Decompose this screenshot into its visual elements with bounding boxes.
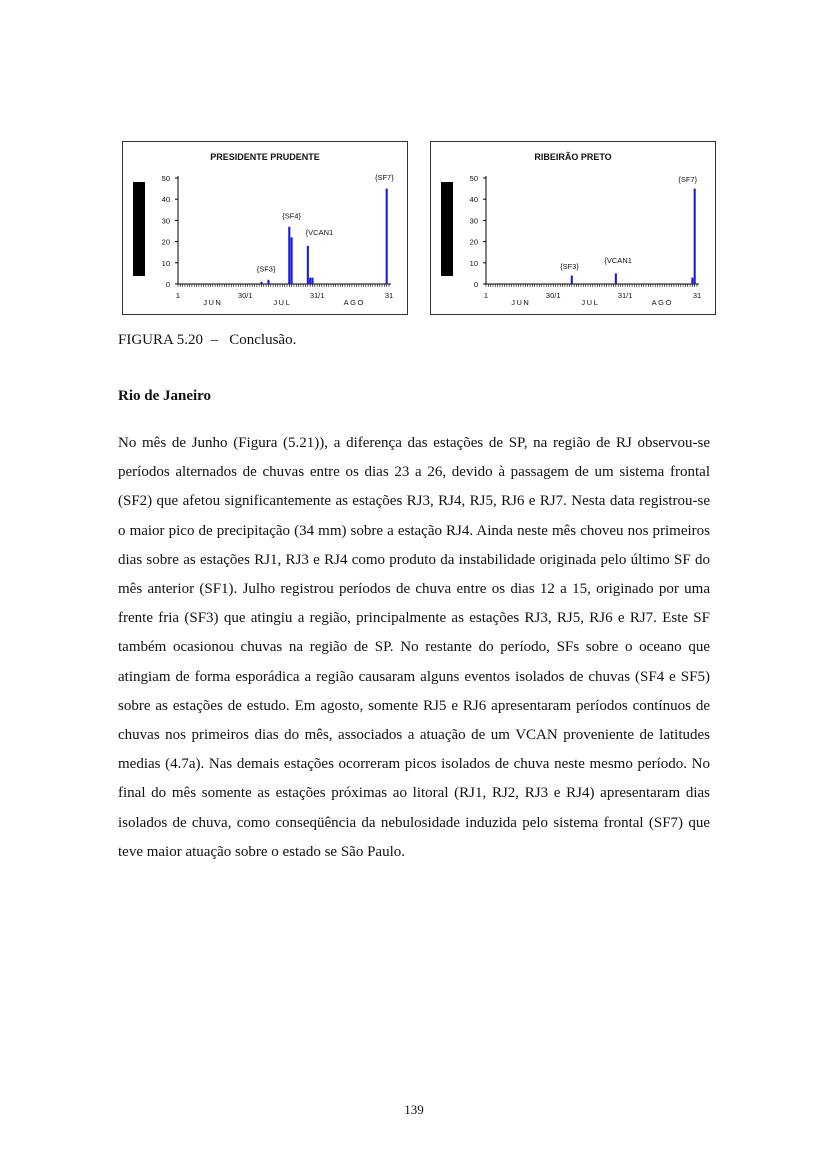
annotation: {SF7} [678,175,698,185]
bar [615,273,617,284]
bar [291,237,293,284]
chart-title: RIBEIRÃO PRETO [534,152,612,162]
bar [386,189,388,284]
month-label: JUL [273,298,292,307]
annotation: {SF3} [256,264,276,274]
y-tick-label: 10 [469,258,478,268]
y-tick-label: 40 [469,195,478,205]
x-tick-label: 31/1 [617,291,633,300]
bar [691,278,693,284]
annotation: {SF7} [374,173,394,183]
body-paragraph: No mês de Junho (Figura (5.21)), a diferença das estações de SP, na região de RJ observou-se períodos alternados de chuvas entre os dias 23 a 26, devido à passagem de um sistema frontal (SF2) que afetou significantemente as estações RJ3, RJ4, RJ5, RJ6 e RJ7. Nesta data registrou-se o maior pico de precipitação (34 mm) sobre a estação RJ4. Ainda neste mês choveu nos primeiros dias sobre as estações RJ1, RJ3 e RJ4 como produto da instabilidade originada pelo último SF do mês anterior (SF1). Julho registrou períodos de chuva entre os dias 12 a 15, originado por uma frente fria (SF3) que atingiu a região, principalmente as estações RJ3, RJ5, RJ6 e RJ7. Este SF também ocasionou chuvas na região de SP. No restante do período, SFs sobre o oceano que atingiam de forma esporádica a região causaram alguns eventos isolados de chuvas (SF4 e SF5) sobre as estações de estudo. Em agosto, somente RJ5 e RJ6 apresentaram períodos contínuos de chuvas nos primeiros dias do mês, associados a atuação de um VCAN proveniente de latitudes medias (4.7a). Nas demais estações ocorreram picos isolados de chuva neste mesmo período. No final do mês somente as estações próximas ao litoral (RJ1, RJ2, RJ3 e RJ4) apresentaram dias isolados de chuva, como conseqüência da nebulosidade induzida pelo sistema frontal (SF7) que teve maior atuação sobre o estado se São Paulo. [118,435,710,860]
y-tick-label: 0 [473,280,478,289]
y-tick-label: 50 [469,174,478,183]
x-tick-label: 31 [384,291,394,300]
y-tick-label: 0 [165,280,170,289]
month-label: JUN [203,298,223,307]
chart-title: PRESIDENTE PRUDENTE [210,152,320,162]
y-tick-label: 30 [469,216,478,226]
y-tick-label: 20 [161,237,170,247]
month-label: JUN [511,298,531,307]
annotation: {VCAN1 [604,255,632,265]
legend-swatch [441,182,453,276]
bar [311,278,313,284]
x-tick-label: 30/1 [237,291,253,300]
bar [288,227,290,284]
bar [309,278,311,284]
page-number: 139 [404,1102,424,1117]
y-tick-label: 40 [161,195,170,205]
month-label: AGO [343,298,365,307]
chart-svg-ribeirao-preto [431,142,715,314]
annotation: {VCAN1 [305,228,334,238]
x-tick-label: 31/1 [309,291,325,300]
x-tick-label: 31 [692,291,702,300]
y-tick-label: 50 [161,174,170,183]
y-tick-label: 10 [161,258,170,268]
chart-svg-presidente-prudente [123,142,407,314]
bar [260,282,262,284]
chart-presidente-prudente [122,141,408,315]
x-tick-label: 30/1 [545,291,561,300]
bar [267,280,269,284]
section-title: Rio de Janeiro [118,388,212,404]
annotation: {SF4} [282,211,301,221]
figure-caption: FIGURA 5.20 – Conclusão. [118,332,297,348]
bar [694,189,696,284]
x-tick-label: 1 [483,291,489,300]
month-label: JUL [581,298,600,307]
bar [307,246,309,284]
y-tick-label: 20 [469,237,478,247]
legend-swatch [133,182,145,276]
bar [571,276,573,284]
annotation: {SF3} [560,262,579,272]
month-label: AGO [651,298,673,307]
y-tick-label: 30 [161,216,170,226]
x-tick-label: 1 [175,291,181,300]
chart-ribeirao-preto [430,141,716,315]
